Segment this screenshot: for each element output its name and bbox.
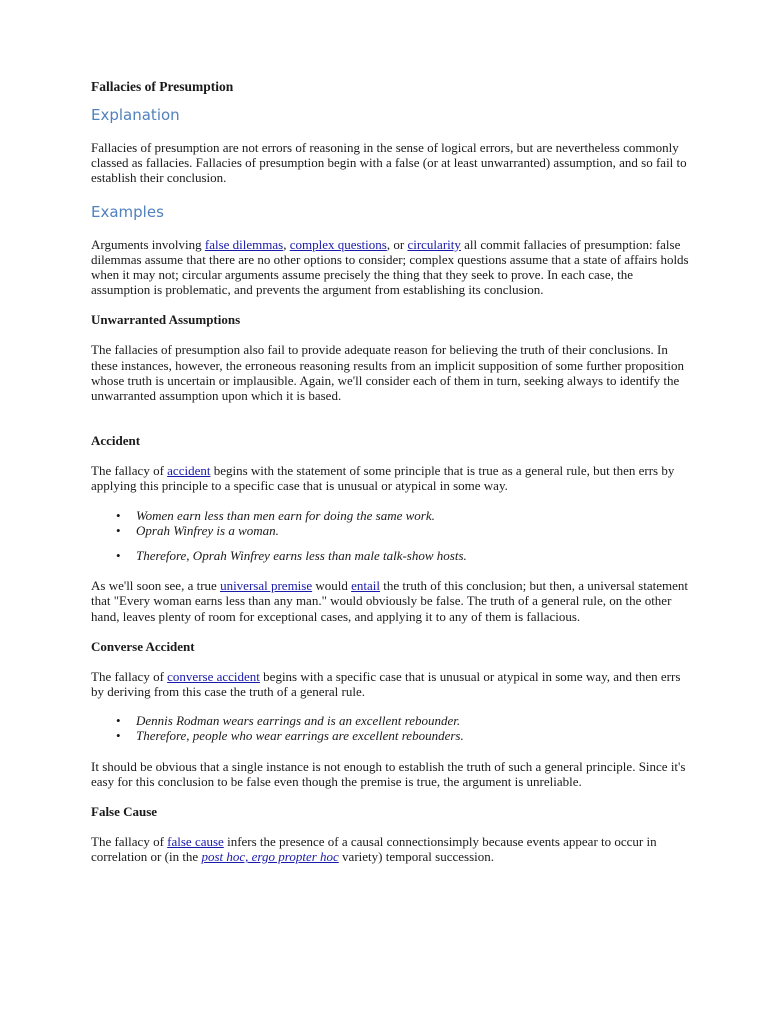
accident-paragraph bbox=[91, 463, 691, 493]
examples-separator-2: , or bbox=[386, 236, 408, 252]
converse-accident-explanation-paragraph: It should be obvious that a single instance is not enough to establish the truth of such a general principle. Since it's easy for this conclusion to be false even though the premise is true, the argument is unreliable. bbox=[91, 758, 686, 789]
unwarranted-assumptions-heading: Unwarranted Assumptions bbox=[91, 312, 241, 328]
converse-accident-paragraph bbox=[91, 669, 691, 699]
page-title: Fallacies of Presumption bbox=[91, 79, 234, 94]
false-cause-text-mid: infers the presence of a causal connectionsimply because events appear to occur in correlation or (in the bbox=[91, 834, 657, 865]
list-item: • Therefore, Oprah Winfrey earns less than male talk-show hosts. bbox=[136, 548, 691, 563]
converse-accident-text-rest: begins with a specific case that is unusual or atypical in some way, and then errs by deriving from this case the truth of a general rule. bbox=[91, 668, 681, 700]
accident-text-rest: begins with the statement of some principle that is true as a general rule, but then errs by applying this principle to a specific case that is unusual or atypical in some way. bbox=[91, 463, 675, 494]
false-cause-heading: False Cause bbox=[91, 804, 158, 820]
universal-premise-link[interactable]: universal premise bbox=[220, 578, 313, 594]
accident-explanation-paragraph bbox=[91, 578, 691, 624]
accident-p2-mid: would bbox=[312, 578, 352, 594]
converse-accident-example-list bbox=[91, 713, 691, 743]
converse-accident-heading: Converse Accident bbox=[91, 638, 195, 654]
examples-text-start: Arguments involving bbox=[91, 236, 205, 252]
false-cause-text-rest: variety) temporal succession. bbox=[338, 849, 495, 865]
false-cause-link[interactable]: false cause bbox=[167, 834, 224, 850]
list-item: • Women earn less than men earn for doing the same work. bbox=[136, 508, 691, 523]
document-body bbox=[91, 79, 691, 864]
circularity-link[interactable]: circularity bbox=[407, 236, 461, 252]
unwarranted-assumptions-paragraph: The fallacies of presumption also fail to provide adequate reason for believing the truth of their conclusions. In these instances, however, the erroneous reasoning results from an implicit supposition of some further proposition whose truth is uncertain or implausible. Again, we'll consider each of them in turn, seeking always to identify the unwarranted assumption upon which it is based. bbox=[91, 342, 685, 404]
false-cause-text-start: The fallacy of bbox=[91, 834, 168, 850]
accident-example-list bbox=[91, 508, 691, 564]
explanation-paragraph: Fallacies of presumption are not errors of reasoning in the sense of logical errors, but are nevertheless commonly classed as fallacies. Fallacies of presumption begin with a false (or at least unwarranted) assumption, and so fail to establish their conclusion. bbox=[91, 140, 687, 186]
accident-p2-start: As we'll soon see, a true bbox=[91, 578, 221, 594]
post-hoc-link[interactable]: post hoc, ergo propter hoc bbox=[201, 849, 339, 865]
false-cause-paragraph bbox=[91, 834, 691, 864]
accident-p2-rest: the truth of this conclusion; but then, a universal statement that "Every woman earns less than any man." would obviously be false. The truth of a general rule, on the other hand, leaves plenty of room for exceptional cases, and applying it to any of them is fallacious. bbox=[91, 578, 688, 624]
complex-questions-link[interactable]: complex questions bbox=[289, 236, 387, 252]
examples-text-rest: all commit fallacies of presumption: false dilemmas assume that there are no other options to consider; complex questions assume that a state of affairs holds when it may not; circular arguments assume precisely the thing that they seek to prove. In each case, the assumption is problematic, and prevents the argument from establishing its conclusion. bbox=[91, 236, 689, 298]
examples-paragraph bbox=[91, 237, 691, 298]
explanation-heading: Explanation bbox=[91, 106, 180, 124]
false-dilemmas-link[interactable]: false dilemmas bbox=[204, 236, 284, 252]
list-item: • Therefore, people who wear earrings are excellent rebounders. bbox=[136, 728, 691, 743]
entail-link[interactable]: entail bbox=[351, 578, 381, 594]
converse-accident-link[interactable]: converse accident bbox=[167, 668, 260, 684]
accident-link[interactable]: accident bbox=[167, 463, 211, 479]
examples-heading: Examples bbox=[91, 202, 164, 221]
accident-heading: Accident bbox=[91, 433, 141, 449]
examples-separator-1: , bbox=[283, 236, 290, 252]
converse-accident-text-start: The fallacy of bbox=[91, 668, 168, 684]
list-item: • Oprah Winfrey is a woman. bbox=[136, 523, 691, 538]
list-item: • Dennis Rodman wears earrings and is an excellent rebounder. bbox=[136, 713, 691, 728]
accident-text-start: The fallacy of bbox=[91, 463, 168, 479]
